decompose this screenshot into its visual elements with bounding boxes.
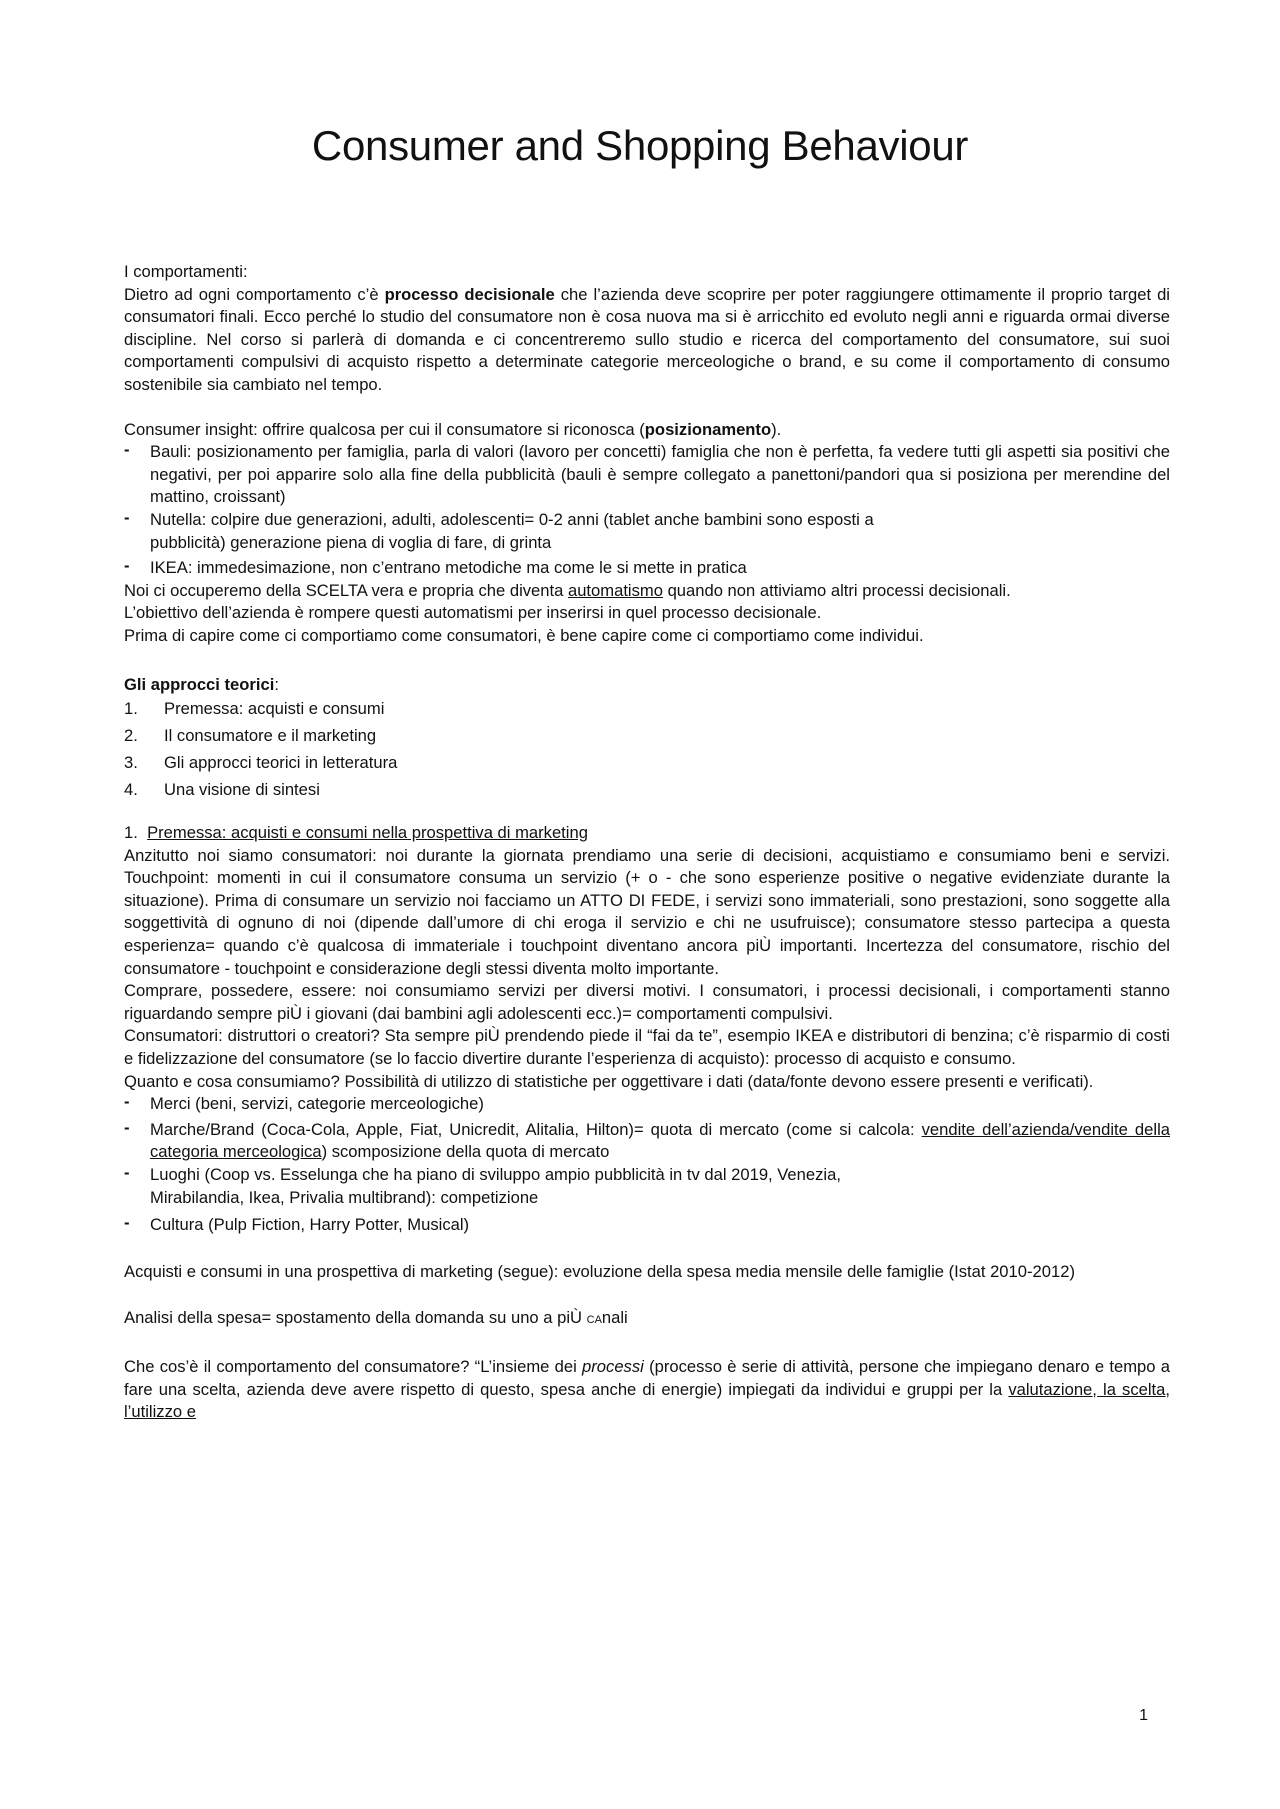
premessa-bullet-list (124, 1093, 1170, 1237)
premessa-paragraph-2: Comprare, possedere, essere: noi consumiamo servizi per diversi motivi. I consumatori, i processi decisionali, i comportamenti stanno riguardando sempre piÙ i giovani (dai bambini agli adolescenti ecc.)= comportamenti compulsivi. (124, 981, 1170, 1023)
text-run: (processo è serie di attività, persone che impiegano denaro e tempo a fare una scelta, azienda deve avere rispetto di questo, spesa anche di energie) impiegati da individui e gruppi per la (124, 1356, 1170, 1399)
consumer-insight-paragraph (124, 419, 1170, 442)
analisi-paragraph (124, 1307, 1170, 1332)
bold-heading: Gli approcci teorici (124, 674, 275, 694)
underlined-heading: Premessa: acquisti e consumi nella prospettiva di marketing (147, 823, 588, 843)
list-item (124, 752, 1170, 774)
list-text: Una visione di sintesi (164, 780, 320, 800)
list-item: - Nutella: colpire due generazioni, adulti, adolescenti= 0-2 anni (tablet anche bambini sono esposti a pubblicità) generazione piena di voglia di fare, di grinta (124, 509, 1170, 554)
underlined-term: vendite dell’azienda/vendite della categoria merceologica (150, 1119, 1170, 1162)
list-item (124, 698, 1170, 720)
text-run: Che cos’è il comportamento del consumatore? “L’insieme dei (124, 1356, 583, 1376)
text-run: ) scomposizione della quota di mercato (321, 1142, 610, 1162)
list-number: 3. (124, 753, 138, 773)
list-item: - Luoghi (Coop vs. Esselunga che ha piano di sviluppo ampio pubblicità in tv dal 2019, Venezia, Mirabilandia, Ikea, Privalia multibrand): competizione (124, 1164, 1170, 1209)
premessa-paragraph-1: Anzitutto noi siamo consumatori: noi durante la giornata prendiamo una serie di decisioni, acquistiamo e consumiamo beni e servizi. Touchpoint: momenti in cui il consumatore consuma un servizio (+ o - che sono esperienze positive o negative evidenziate durante la situazione). Prima di consumare un servizio noi facciamo un ATTO DI FEDE, i servizi sono immateriali, sono prestazioni, sono soggette alla soggettività di ognuno di noi (dipende dall’umore di chi eroga il servizio e chi ne usufruisce); consumatore stesso partecipa a questa esperienza= quando c’è qualcosa di immateriale i touchpoint diventano ancora piÙ importanti. Incertezza del consumatore, rischio del consumatore - touchpoint e considerazione degli stessi diventa molto importante. (124, 845, 1170, 978)
text-run: Consumer insight: offrire qualcosa per cui il consumatore si riconosca ( (124, 419, 645, 439)
document-body (124, 261, 1170, 1424)
bold-term: posizionamento (644, 419, 772, 439)
text-run: : (274, 674, 279, 694)
section-heading-premessa (124, 822, 1170, 845)
document-title: Consumer and Shopping Behaviour (311, 122, 969, 169)
section-heading-comportamenti: I comportamenti: (124, 262, 248, 281)
text-run: Noi ci occuperemo della SCELTA vera e propria che diventa (124, 580, 568, 600)
list-number: 1. (124, 699, 138, 719)
premessa-paragraph-3: Consumatori: distruttori o creatori? Sta sempre piÙ prendendo piede il “fai da te”, esempio IKEA e distributori di benzina; c’è risparmio di costi e fidelizzazione del consumatore (se lo faccio divertire durante l’esperienza di acquisto): processo di acquisto e consumo. (124, 1026, 1170, 1069)
list-item: - IKEA: immedesimazione, non c’entrano metodiche ma come le si mette in pratica (124, 557, 1170, 580)
text-run: nali (601, 1308, 628, 1328)
comportamento-paragraph (124, 1356, 1170, 1424)
small-caps-text: CA (586, 1314, 602, 1327)
bold-term: processo decisionale (384, 284, 555, 304)
intro-paragraph (124, 284, 1170, 397)
text-run: quando non attiviamo altri processi decisionali. (662, 580, 1011, 600)
list-text: Gli approcci teorici in letteratura (164, 753, 398, 773)
list-number: 2. (124, 726, 138, 746)
insight-bullet-list (124, 441, 1170, 580)
list-item: - Bauli: posizionamento per famiglia, parla di valori (lavoro per concetti) famiglia che non è perfetta, fa vedere tutti gli aspetti sia positivi che negativi, per poi apparire solo alla fine della pubblicità (bauli è sempre collegato a panettoni/pandori qua si posiziona per merendine del mattino, croissant) (124, 441, 1170, 509)
text-run: che l’azienda deve scoprire per poter raggiungere ottimamente il proprio target di consumatori finali. Ecco perché lo studio del consumatore non è cosa nuova ma si è arricchito ed evoluto negli anni e riguarda ormai diverse discipline. Nel corso si parlerà di domanda e ci concentreremo sullo studio e ricerca del comportamento del consumatore, sui suoi comportamenti compulsivi di acquisto rispetto a determinate categorie merceologiche o brand, e su come il comportamento di consumo sostenibile sia cambiato nel tempo. (124, 284, 1170, 394)
premessa-paragraph-4: Quanto e cosa consumiamo? Possibilità di utilizzo di statistiche per oggettivare i dati (data/fonte devono essere presenti e verificati). (124, 1071, 1094, 1091)
list-item (124, 779, 1170, 801)
list-text: Premessa: acquisti e consumi (164, 699, 385, 719)
text-run: ). (771, 419, 782, 439)
list-item (124, 725, 1170, 747)
page-number: 1 (1139, 1707, 1148, 1724)
list-item (124, 1119, 1170, 1164)
section-number: 1. (124, 823, 138, 843)
text-run: Marche/Brand (Coca-Cola, Apple, Fiat, Unicredit, Alitalia, Hilton)= quota di mercato (come si calcola: (150, 1119, 922, 1139)
text-run: Dietro ad ogni comportamento c’è (124, 284, 385, 304)
section-heading-approcci (124, 674, 1170, 697)
list-number: 4. (124, 780, 138, 800)
list-item: - Merci (beni, servizi, categorie merceologiche) (124, 1093, 1170, 1116)
acquisti-paragraph: Acquisti e consumi in una prospettiva di marketing (segue): evoluzione della spesa media mensile delle famiglie (Istat 2010-2012) (124, 1261, 1075, 1281)
individui-paragraph: Prima di capire come ci comportiamo come consumatori, è bene capire come ci comportiamo come individui. (124, 625, 924, 645)
approcci-numbered-list (124, 698, 1170, 801)
underlined-term: automatismo (567, 580, 663, 600)
list-item: - Cultura (Pulp Fiction, Harry Potter, Musical) (124, 1214, 1170, 1237)
italic-term: processi (582, 1356, 644, 1376)
obiettivo-paragraph: L’obiettivo dell’azienda è rompere questi automatismi per inserirsi in quel processo decisionale. (124, 603, 822, 623)
scelta-paragraph (124, 580, 1170, 603)
text-run: Analisi della spesa= spostamento della domanda su uno a piÙ (124, 1308, 587, 1328)
underlined-term: valutazione, la scelta, l’utilizzo e (124, 1379, 1170, 1422)
list-text: Il consumatore e il marketing (164, 726, 377, 746)
